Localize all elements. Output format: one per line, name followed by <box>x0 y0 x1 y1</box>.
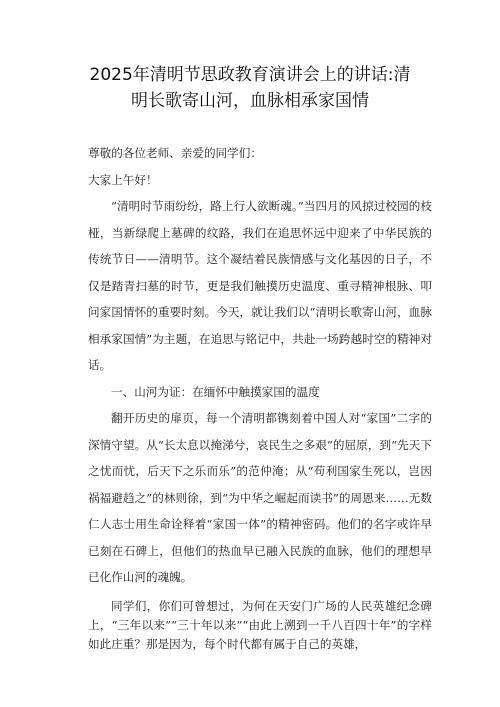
section-heading: 一、山河为证：在缅怀中触摸家国的温度 <box>111 384 320 399</box>
document-title <box>40 62 460 114</box>
hello: 大家上午好！ <box>88 172 158 187</box>
paragraph-monument: 同学们，你们可曾想过，为何在天安门广场的人民英雄纪念碑上，“三年以来”“三十年以来”“由此上溯到一千八百四十年”的字样如此庄重？那是因为，每个时代都有属于自己的英雄， <box>88 598 432 651</box>
paragraph-history: 翻开历史的扉页，每一个清明都镌刻着中国人对“家国”二字的深情守望。从“长太息以掩涕兮，哀民生之多艰”的屈原，到“先天下之忧而忧，后天下之乐而乐”的范仲淹；从“苟利国家生死以，岂因祸福避趋之”的林则徐，到“为中华之崛起而读书”的周恩来……无数仁人志士用生命诠释着“家国一体”的精神密码。他们的名字或许早已刻在石碑上，但他们的热血早已融入民族的血脉，他们的理想早已化作山河的魂魄。 <box>88 411 432 584</box>
document-body <box>88 140 432 654</box>
greeting: 尊敬的各位老师、亲爱的同学们： <box>88 146 262 160</box>
title-line-2: 明长歌寄山河，血脉相承家国情 <box>131 91 369 111</box>
paragraph-intro: “清明时节雨纷纷，路上行人欲断魂。”当四月的风掠过校园的枝桠，当新绿爬上墓碑的纹路，我们在追思怀远中迎来了中华民族的传统节日——清明节。这个凝结着民族情感与文化基因的日子，不仅是踏青扫墓的时节，更是我们触摸历史温度、重寻精神根脉、叩问家国情怀的重要时刻。今天，就让我们以“清明长歌寄山河，血脉相承家国情”为主题，在追思与铭记中，共赴一场跨越时空的精神对话。 <box>88 199 432 372</box>
title-line-1: 2025年清明节思政教育演讲会上的讲话:清 <box>89 65 411 85</box>
